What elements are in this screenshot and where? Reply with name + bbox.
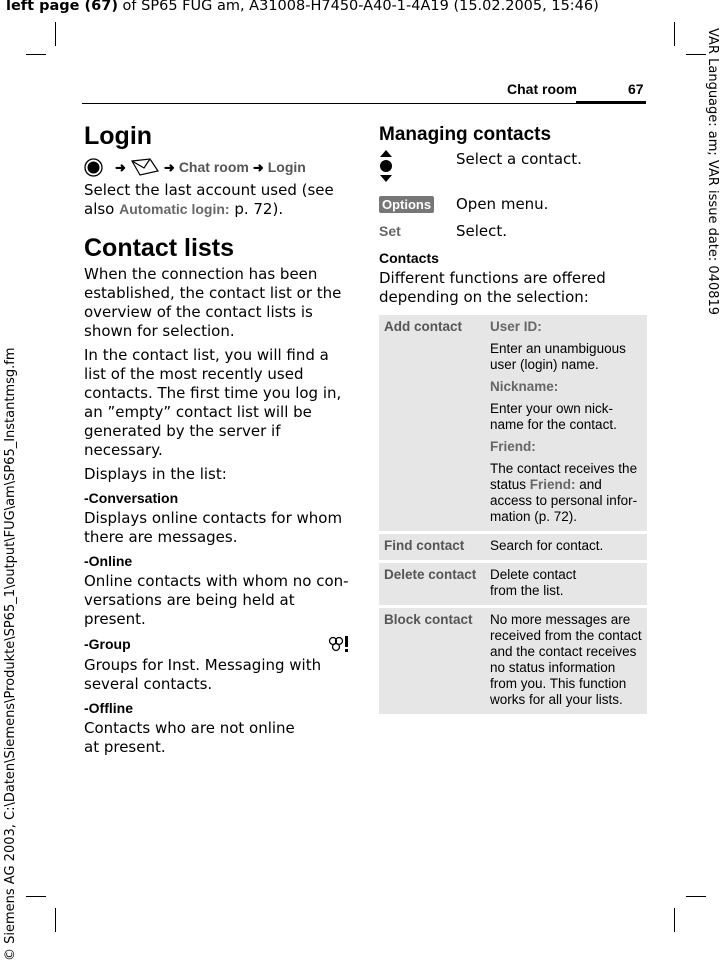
login-text: Select the last account used (see also Automatic login: p. 72). [84, 181, 334, 218]
table-row [379, 608, 647, 714]
table-row [379, 563, 647, 605]
options-softkey[interactable]: Options [379, 196, 434, 213]
crop-mark [55, 22, 56, 46]
list-type-text: Online contacts with whom no con-versations are being held at present. [84, 572, 349, 628]
function-description [485, 315, 647, 531]
function-name: Find contact [379, 534, 485, 560]
step-text: Select. [456, 222, 508, 240]
messages-envelope-icon [130, 157, 160, 177]
header-rule-bar [576, 101, 646, 104]
arrow-icon: ➜ [163, 159, 175, 175]
joystick-press-icon [84, 158, 103, 177]
field-label: User ID: [490, 319, 542, 334]
function-name: Delete contact [379, 563, 485, 605]
list-type-text: Contacts who are not online at present. [84, 719, 295, 756]
path-item: Login [267, 158, 306, 175]
contact-functions-table [379, 312, 647, 717]
function-description: Search for contact. [485, 534, 647, 560]
step-text: Open menu. [456, 195, 549, 213]
list-type-title: -Online [84, 553, 133, 569]
field-text: Enter your own nick-name for the contact. [490, 401, 617, 432]
paragraph: Displays in the list: [84, 465, 227, 483]
field-label: Friend: [490, 439, 536, 454]
managing-contacts-heading: Managing contacts [379, 124, 552, 145]
field-text: Enter an unambiguous user (login) name. [490, 341, 626, 372]
set-softkey[interactable]: Set [379, 223, 401, 239]
step-row [379, 222, 647, 241]
function-name: Block contact [379, 608, 485, 714]
page-number: 67 [628, 81, 644, 97]
automatic-login-link[interactable]: Automatic login: [119, 201, 230, 217]
list-type-title: -Group [84, 636, 131, 652]
paragraph: Different functions are offered depending on the selection: [379, 269, 606, 306]
function-description: Delete contact from the list. [485, 563, 647, 605]
left-column [84, 121, 350, 762]
step-row [379, 150, 647, 187]
table-row [379, 534, 647, 560]
header-rule [82, 103, 646, 104]
function-description: No more messages are received from the contact and the contact receives no status information from you. This function works for all your lists. [485, 608, 647, 714]
crop-mark [26, 54, 46, 55]
table-row [379, 315, 647, 531]
list-type-title-row [84, 634, 350, 654]
side-note-left: © Siemens AG 2003, C:\Daten\Siemens\Produkte\SP65_1\output\FUG\am\SP65_Instantmsg.fm [3, 347, 18, 961]
path-item: Chat room [178, 158, 249, 175]
step-row [379, 195, 647, 214]
contact-lists-heading: Contact lists [84, 234, 235, 262]
login-heading: Login [84, 122, 153, 150]
side-note-right: VAR Language: am; VAR issue date: 040819 [705, 28, 720, 316]
list-type-title: -Conversation [84, 490, 179, 506]
paragraph: When the connection has been established, the contact list or the overview of the contact lists is shown for selection. [84, 265, 342, 340]
list-type-text: Displays online contacts for whom there are messages. [84, 509, 343, 546]
crop-mark [674, 908, 675, 932]
crop-mark [686, 896, 706, 897]
login-nav-path [84, 155, 350, 179]
document-header: left page (67) of SP65 FUG am, A31008-H7450-A40-1-4A19 (15.02.2005, 15:46) [6, 0, 599, 14]
arrow-icon: ➜ [252, 159, 264, 175]
arrow-icon: ➜ [115, 159, 126, 175]
list-type-text: Groups for Inst. Messaging with several contacts. [84, 656, 322, 693]
function-name: Add contact [379, 315, 485, 531]
list-type-title: -Offline [84, 700, 133, 716]
crop-mark [686, 54, 706, 55]
field-label: Nickname: [490, 379, 559, 394]
paragraph: In the contact list, you will find a list of the most recently used contacts. The first time you log in, an ”empty” contact list will be generated by the server if necessary. [84, 346, 342, 459]
operator-service-icon [328, 634, 350, 654]
crop-mark [26, 896, 46, 897]
contacts-subheading: Contacts [379, 250, 439, 266]
crop-mark [55, 908, 56, 932]
crop-mark [674, 22, 675, 46]
field-text: The contact receives the status Friend: and access to personal infor-mation (p. 72). [490, 461, 638, 524]
joystick-updown-icon [379, 150, 393, 182]
right-column [379, 123, 647, 717]
step-text: Select a contact. [456, 150, 582, 168]
running-header-title: Chat room [507, 81, 577, 97]
